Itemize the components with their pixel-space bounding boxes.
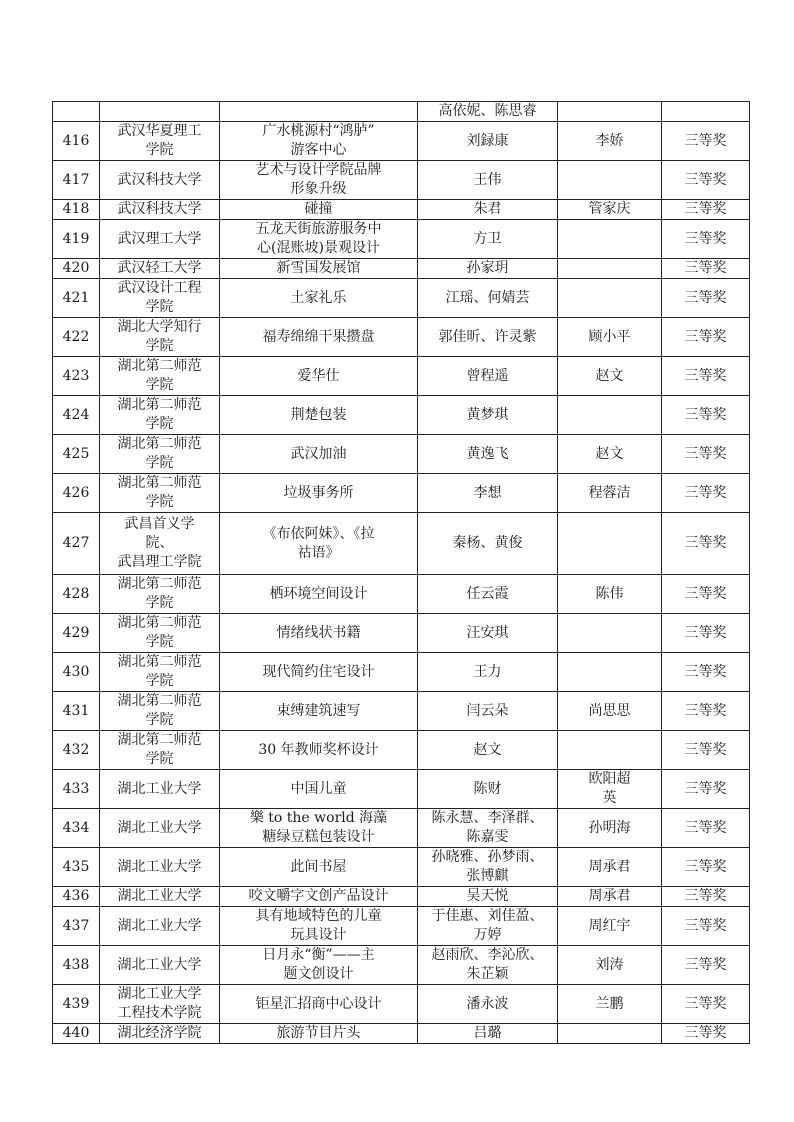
school-name: 湖北第二师范 学院 [100,474,220,513]
work-title: 新雪国发展馆 [220,259,418,279]
entry-number: 426 [53,474,100,513]
entry-number: 422 [53,318,100,357]
table-row [53,161,750,200]
school-name [100,102,220,122]
table-row [53,614,750,653]
table-row [53,809,750,848]
work-title: 土家礼乐 [220,279,418,318]
table-row [53,731,750,770]
award-level: 三等奖 [662,259,750,279]
author-names: 孙晓雅、孙梦雨、 张博麒 [418,848,558,887]
school-name: 湖北第二师范 学院 [100,692,220,731]
school-name: 湖北第二师范 学院 [100,614,220,653]
entry-number: 438 [53,946,100,985]
table-row [53,575,750,614]
work-title: 垃圾事务所 [220,474,418,513]
table-row [53,946,750,985]
school-name: 湖北工业大学 [100,907,220,946]
work-title: 爱华仕 [220,357,418,396]
advisor-name: 程蓉洁 [558,474,662,513]
table-row [53,653,750,692]
advisor-name [558,653,662,692]
advisor-name: 兰鹏 [558,985,662,1024]
author-names: 王伟 [418,161,558,200]
entry-number: 418 [53,200,100,220]
entry-number: 417 [53,161,100,200]
entry-number: 425 [53,435,100,474]
author-names: 秦杨、黄俊 [418,513,558,575]
work-title: 旅游节目片头 [220,1024,418,1044]
entry-number: 424 [53,396,100,435]
advisor-name: 刘涛 [558,946,662,985]
award-level: 三等奖 [662,653,750,692]
award-table-body [53,102,750,1044]
school-name: 湖北第二师范 学院 [100,653,220,692]
award-level: 三等奖 [662,220,750,259]
school-name: 湖北大学知行 学院 [100,318,220,357]
table-row [53,357,750,396]
author-names: 陈永慧、李泽群、 陈嘉雯 [418,809,558,848]
school-name: 湖北第二师范 学院 [100,396,220,435]
table-row [53,396,750,435]
entry-number: 429 [53,614,100,653]
author-names: 李想 [418,474,558,513]
award-level [662,102,750,122]
table-row [53,318,750,357]
award-level: 三等奖 [662,614,750,653]
work-title: 艺术与设计学院品牌 形象升级 [220,161,418,200]
school-name: 湖北工业大学 [100,946,220,985]
award-level: 三等奖 [662,122,750,161]
entry-number: 433 [53,770,100,809]
entry-number: 416 [53,122,100,161]
advisor-name [558,102,662,122]
table-row [53,770,750,809]
advisor-name: 顾小平 [558,318,662,357]
entry-number: 437 [53,907,100,946]
work-title: 日月永“衡”——主 题文创设计 [220,946,418,985]
author-names: 王力 [418,653,558,692]
award-level: 三等奖 [662,396,750,435]
author-names: 曾程遥 [418,357,558,396]
work-title: 30 年教师奖杯设计 [220,731,418,770]
author-names: 江瑶、何婧芸 [418,279,558,318]
award-level: 三等奖 [662,731,750,770]
entry-number: 421 [53,279,100,318]
work-title: 钜星汇招商中心设计 [220,985,418,1024]
author-names: 吴天悦 [418,887,558,907]
award-table [52,101,750,1044]
advisor-name: 周红宇 [558,907,662,946]
entry-number: 419 [53,220,100,259]
award-level: 三等奖 [662,435,750,474]
school-name: 湖北第二师范 学院 [100,435,220,474]
entry-number: 439 [53,985,100,1024]
school-name: 湖北工业大学 [100,809,220,848]
award-level: 三等奖 [662,318,750,357]
advisor-name: 孙明海 [558,809,662,848]
advisor-name: 欧阳超 英 [558,770,662,809]
table-row [53,692,750,731]
entry-number: 430 [53,653,100,692]
entry-number: 423 [53,357,100,396]
work-title: 中国儿童 [220,770,418,809]
work-title: 栖环境空间设计 [220,575,418,614]
school-name: 湖北第二师范 学院 [100,575,220,614]
school-name: 武汉轻工大学 [100,259,220,279]
entry-number: 427 [53,513,100,575]
author-names: 汪安琪 [418,614,558,653]
advisor-name: 李娇 [558,122,662,161]
author-names: 吕璐 [418,1024,558,1044]
school-name: 武汉科技大学 [100,161,220,200]
advisor-name: 赵文 [558,435,662,474]
advisor-name: 赵文 [558,357,662,396]
advisor-name [558,513,662,575]
table-row [53,200,750,220]
work-title: 《布依阿妹》、《拉 祜语》 [220,513,418,575]
work-title: 樂 to the world 海藻 糖绿豆糕包装设计 [220,809,418,848]
author-names: 高依妮、陈思睿 [418,102,558,122]
school-name: 武汉理工大学 [100,220,220,259]
advisor-name [558,614,662,653]
table-row [53,279,750,318]
work-title: 束缚建筑速写 [220,692,418,731]
table-row [53,887,750,907]
author-names: 刘録康 [418,122,558,161]
author-names: 郭佳昕、许灵紫 [418,318,558,357]
award-level: 三等奖 [662,200,750,220]
award-level: 三等奖 [662,809,750,848]
author-names: 朱君 [418,200,558,220]
award-level: 三等奖 [662,575,750,614]
entry-number: 435 [53,848,100,887]
award-level: 三等奖 [662,357,750,396]
advisor-name [558,731,662,770]
advisor-name [558,220,662,259]
school-name: 湖北工业大学 [100,770,220,809]
entry-number: 436 [53,887,100,907]
work-title: 广水桃源村“鸿胪” 游客中心 [220,122,418,161]
award-level: 三等奖 [662,279,750,318]
school-name: 湖北第二师范 学院 [100,731,220,770]
table-row [53,848,750,887]
advisor-name [558,161,662,200]
author-names: 陈财 [418,770,558,809]
school-name: 湖北工业大学 工程技术学院 [100,985,220,1024]
work-title: 荆楚包装 [220,396,418,435]
advisor-name: 管家庆 [558,200,662,220]
entry-number: 428 [53,575,100,614]
entry-number: 432 [53,731,100,770]
work-title [220,102,418,122]
table-row [53,259,750,279]
author-names: 任云霞 [418,575,558,614]
award-level: 三等奖 [662,1024,750,1044]
author-names: 赵文 [418,731,558,770]
table-row [53,122,750,161]
work-title: 情绪线状书籍 [220,614,418,653]
table-row [53,907,750,946]
author-names: 潘永波 [418,985,558,1024]
table-row [53,220,750,259]
work-title: 此间书屋 [220,848,418,887]
author-names: 于佳惠、刘佳盈、 万婷 [418,907,558,946]
award-level: 三等奖 [662,887,750,907]
author-names: 黄梦琪 [418,396,558,435]
school-name: 湖北第二师范 学院 [100,357,220,396]
table-row [53,435,750,474]
author-names: 黄逸飞 [418,435,558,474]
award-level: 三等奖 [662,985,750,1024]
award-level: 三等奖 [662,513,750,575]
advisor-name [558,279,662,318]
school-name: 武昌首义学 院、 武昌理工学院 [100,513,220,575]
author-names: 赵雨欣、李沁欣、 朱芷颖 [418,946,558,985]
school-name: 武汉华夏理工 学院 [100,122,220,161]
award-level: 三等奖 [662,474,750,513]
award-level: 三等奖 [662,161,750,200]
work-title: 福寿绵绵干果攒盘 [220,318,418,357]
author-names: 闫云朵 [418,692,558,731]
advisor-name: 周承君 [558,848,662,887]
award-level: 三等奖 [662,692,750,731]
work-title: 武汉加油 [220,435,418,474]
advisor-name [558,259,662,279]
work-title: 具有地域特色的儿童 玩具设计 [220,907,418,946]
author-names: 孙家玥 [418,259,558,279]
school-name: 湖北工业大学 [100,848,220,887]
entry-number: 440 [53,1024,100,1044]
table-row [53,474,750,513]
advisor-name [558,396,662,435]
school-name: 湖北工业大学 [100,887,220,907]
table-row [53,513,750,575]
table-row [53,1024,750,1044]
work-title: 咬文嚼字文创产品设计 [220,887,418,907]
award-level: 三等奖 [662,848,750,887]
author-names: 方卫 [418,220,558,259]
school-name: 武汉设计工程 学院 [100,279,220,318]
advisor-name: 尚思思 [558,692,662,731]
advisor-name: 陈伟 [558,575,662,614]
entry-number: 431 [53,692,100,731]
award-level: 三等奖 [662,946,750,985]
work-title: 现代简约住宅设计 [220,653,418,692]
table-row [53,985,750,1024]
entry-number: 434 [53,809,100,848]
award-level: 三等奖 [662,770,750,809]
table-row [53,102,750,122]
entry-number [53,102,100,122]
advisor-name [558,1024,662,1044]
school-name: 武汉科技大学 [100,200,220,220]
school-name: 湖北经济学院 [100,1024,220,1044]
advisor-name: 周承君 [558,887,662,907]
work-title: 五龙天街旅游服务中 心(混账坡)景观设计 [220,220,418,259]
award-level: 三等奖 [662,907,750,946]
entry-number: 420 [53,259,100,279]
work-title: 碰撞 [220,200,418,220]
